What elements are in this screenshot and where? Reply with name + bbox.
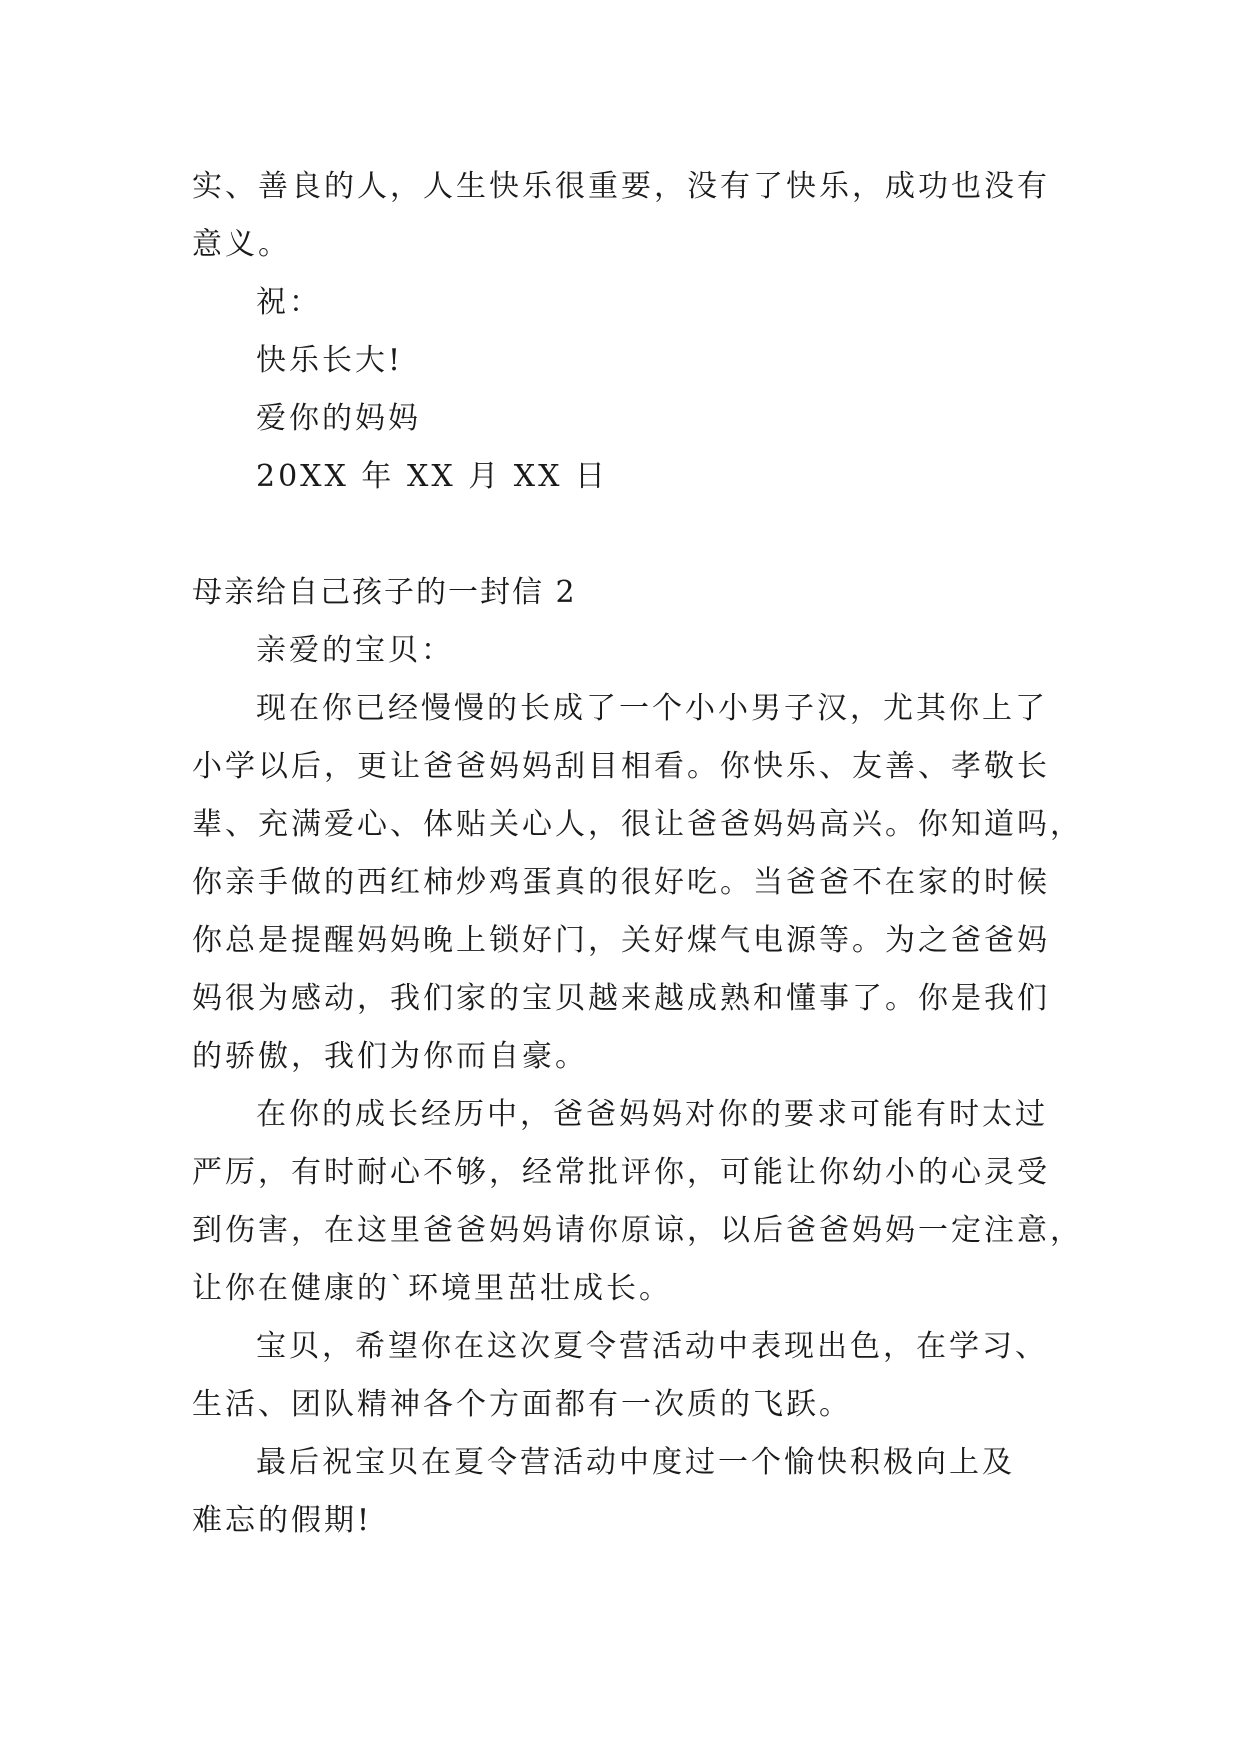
para1-line-4: 你亲手做的西红柿炒鸡蛋真的很好吃。当爸爸不在家的时候 bbox=[192, 865, 1050, 900]
letter1-closing-line-1: 实、善良的人，人生快乐很重要，没有了快乐，成功也没有 bbox=[192, 169, 1050, 204]
para2-line-2: 严厉，有时耐心不够，经常批评你，可能让你幼小的心灵受 bbox=[192, 1155, 1050, 1190]
para4-line-2: 难忘的假期! bbox=[192, 1503, 373, 1538]
letter1-wish-content: 快乐长大! bbox=[256, 343, 404, 378]
letter2-title: 母亲给自己孩子的一封信 2 bbox=[192, 575, 577, 610]
para1-line-2: 小学以后，更让爸爸妈妈刮目相看。你快乐、友善、孝敬长 bbox=[192, 749, 1050, 784]
para4-line-1: 最后祝宝贝在夏令营活动中度过一个愉快积极向上及 bbox=[256, 1445, 1015, 1480]
para3-line-2: 生活、团队精神各个方面都有一次质的飞跃。 bbox=[192, 1387, 852, 1422]
letter1-signature: 爱你的妈妈 bbox=[256, 401, 421, 436]
letter2-greeting: 亲爱的宝贝： bbox=[256, 633, 454, 668]
para1-line-1: 现在你已经慢慢的长成了一个小小男子汉，尤其你上了 bbox=[256, 691, 1048, 726]
para2-line-4: 让你在健康的`环境里茁壮成长。 bbox=[192, 1271, 672, 1306]
letter1-closing-line-2: 意义。 bbox=[192, 227, 291, 262]
para1-line-3: 辈、充满爱心、体贴关心人，很让爸爸妈妈高兴。你知道吗， bbox=[192, 807, 1083, 842]
letter1-date: 20XX 年 XX 月 XX 日 bbox=[256, 459, 608, 494]
para3-line-1: 宝贝，希望你在这次夏令营活动中表现出色，在学习、 bbox=[256, 1329, 1048, 1364]
para1-line-6: 妈很为感动，我们家的宝贝越来越成熟和懂事了。你是我们 bbox=[192, 981, 1050, 1016]
letter1-wish: 祝： bbox=[256, 285, 322, 320]
para2-line-3: 到伤害，在这里爸爸妈妈请你原谅，以后爸爸妈妈一定注意， bbox=[192, 1213, 1083, 1248]
para1-line-7: 的骄傲，我们为你而自豪。 bbox=[192, 1039, 588, 1074]
para2-line-1: 在你的成长经历中，爸爸妈妈对你的要求可能有时太过 bbox=[256, 1097, 1048, 1132]
para1-line-5: 你总是提醒妈妈晚上锁好门，关好煤气电源等。为之爸爸妈 bbox=[192, 923, 1050, 958]
